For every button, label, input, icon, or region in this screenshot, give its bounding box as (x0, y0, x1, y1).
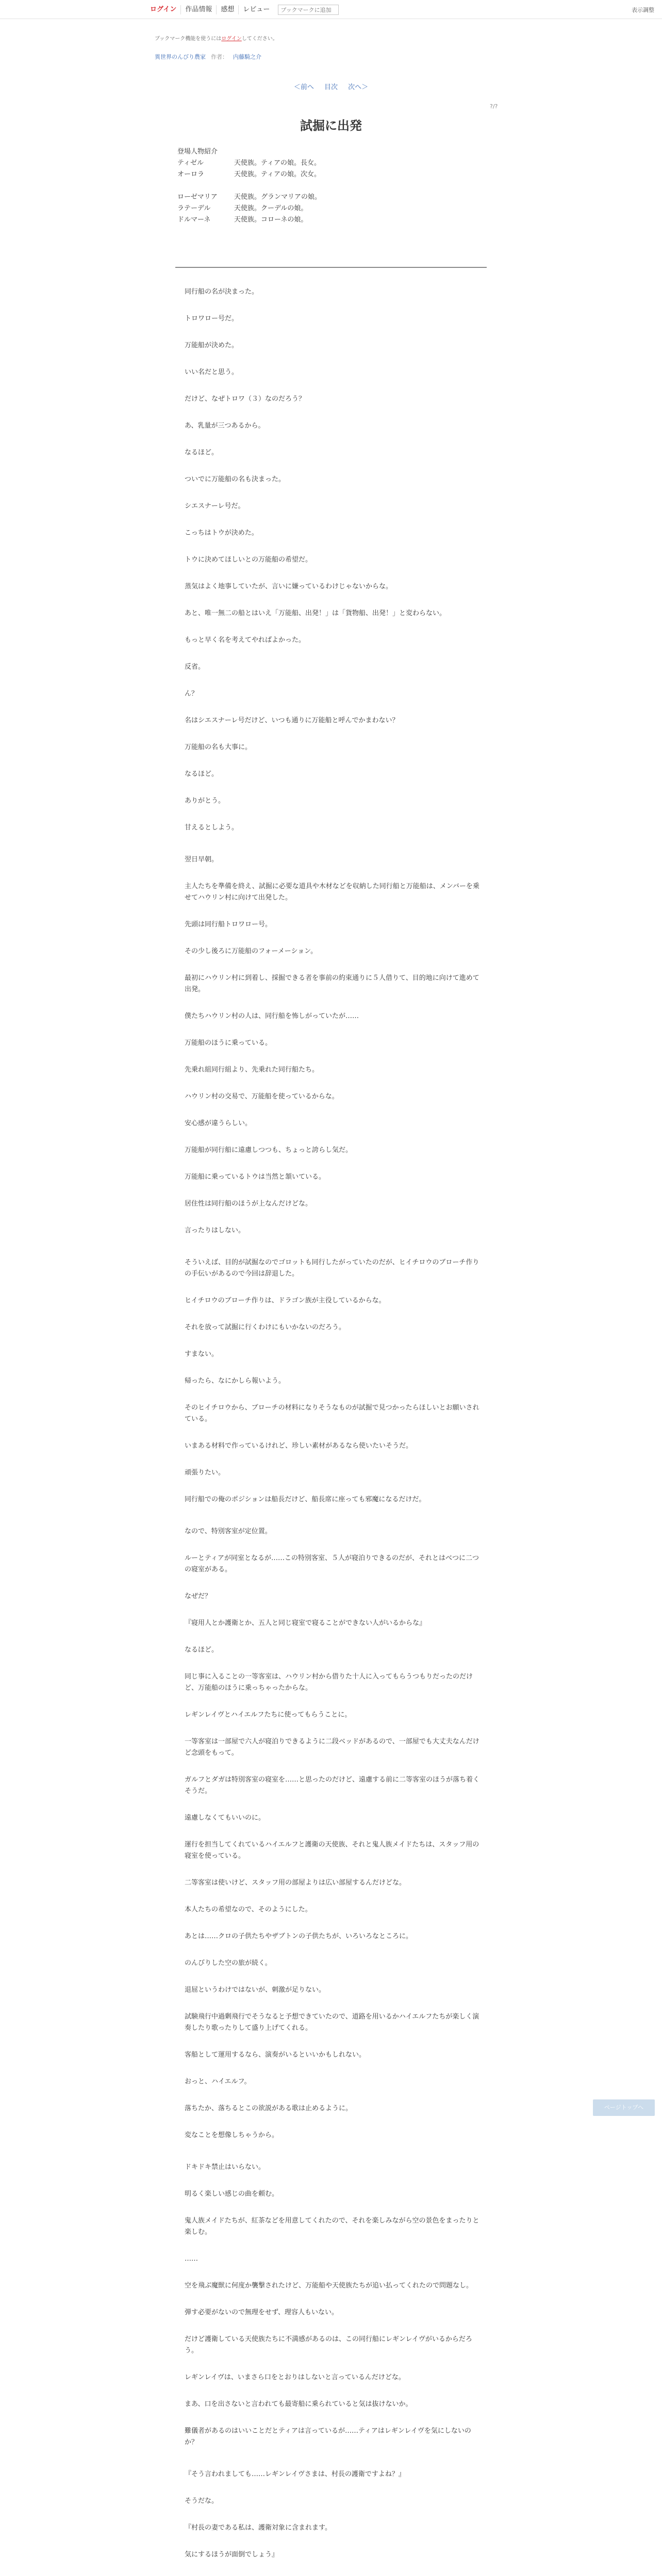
character-description: 天使族。ティアの娘。長女。 (234, 159, 321, 167)
toc-link[interactable]: 目次 (324, 83, 338, 91)
novel-paragraph: そのヒイチロウから、ブローチの材料になりそうなものが試掘で見つかったらほしいとお願いされている。 (185, 1404, 479, 1423)
character-description: 天使族。コローネの娘。 (234, 216, 308, 224)
novel-paragraph: 万能船に乗っているトウは当然と頷いている。 (185, 1173, 326, 1181)
novel-paragraph: 気にするほうが面倒でしょう』 (185, 2551, 279, 2558)
novel-paragraph: 僕たちハウリン村の人は、同行船を怖しがっていたが…… (185, 1012, 359, 1020)
novel-paragraph: ついでに万能船の名も決まった。 (185, 476, 286, 483)
novel-paragraph: ガルフとダガは特別客室の寝室を……と思ったのだけど、遠慮する前に二等客室のほうが落ち着くそうだ。 (185, 1776, 480, 1795)
character-row (177, 158, 321, 169)
character-name: ドルマーネ (177, 216, 211, 224)
novel-paragraph: なるほど。 (185, 1646, 219, 1654)
novel-paragraph: おっと、ハイエルフ。 (185, 2078, 251, 2086)
novel-paragraph: 最初にハウリン村に到着し、採掘できる者を事前の約束通りに５人借りて、目的地に向けて進めて出発。 (185, 974, 479, 993)
character-name: ラテーデル (177, 205, 211, 212)
character-row (177, 214, 321, 226)
novel-paragraph: 『そう言われましても……レギンレイヴさまは、村長の護衛ですよね？』 (185, 2470, 405, 2478)
novel-paragraph: 変なことを想像しちゃうから。 (185, 2131, 279, 2139)
novel-paragraph: 帰ったら、なにかしら報いよう。 (185, 1377, 286, 1385)
novel-paragraph: 明るく楽しい感じの曲を頼む。 (185, 2190, 279, 2198)
novel-paragraph: あとは……クロの子供たちやザブトンの子供たちが、いろいろなところに。 (185, 1933, 413, 1940)
novel-paragraph: なるほど。 (185, 449, 219, 456)
novel-paragraph: 難儀者があるのはいいことだとティアは言っているが……ティアはレギンレイヴを気にしないのか？ (185, 2427, 471, 2446)
character-row (177, 169, 321, 180)
novel-paragraph: 運行を担当してくれているハイエルフと護衛の天使族、それと鬼人族メイドたちは、スタッフ用の寝室を使っている。 (185, 1841, 479, 1860)
character-description: 天使族。クーデルの娘。 (234, 205, 308, 212)
character-name: ローゼマリア (177, 193, 218, 201)
novel-paragraph: 万能船のほうに乗っている。 (185, 1039, 272, 1047)
novel-paragraph: だけど護衛している天使族たちに不満感があるのは、この同行船にレギンレイヴがいるからだろう。 (185, 2335, 472, 2354)
novel-paragraph: 客船として運用するなら、演奏がいるといいかもしれない。 (185, 2051, 366, 2059)
novel-paragraph: 翌日早朝。 (185, 856, 219, 863)
novel-paragraph: まあ、口を出さないと言われても最寄船に乗られていると気は抜けないか。 (185, 2400, 412, 2408)
novel-paragraph: なぜだ？ (185, 1592, 212, 1600)
author-label: 作者： (211, 54, 228, 60)
novel-paragraph: 空を飛ぶ魔獣に何度か襲撃されたけど、万能船や天使族たちが追い払ってくれたので問題なし。 (185, 2282, 473, 2290)
novel-paragraph: 万能船が同行船に遠慮しつつも、ちょっと誇らし気だ。 (185, 1146, 353, 1154)
character-row (177, 192, 321, 203)
novel-paragraph: ん？ (185, 690, 198, 698)
novel-paragraph: いい名だと思う。 (185, 368, 239, 376)
novel-paragraph: そういえば、目的が試掘なのでゴロットも同行したがっていたのだが、ヒイチロウのブローチ作りの手伝いがあるので今回は辞退した。 (185, 1259, 479, 1278)
character-row (177, 203, 321, 214)
novel-paragraph: 同じ事に入ることの一等客室は、ハウリン村から借りた十人に入ってもらうつもりだったのだけど、万能船のほうに乗っちゃったからな。 (185, 1673, 473, 1692)
notice-login-link[interactable]: ログイン (221, 36, 242, 42)
nav-item-review[interactable]: レビュー (243, 6, 270, 13)
novel-paragraph: 先頭は同行船トロワロー号。 (185, 921, 272, 928)
nav-item-info[interactable]: 作品情報 (181, 5, 217, 14)
character-list-heading: 登場人物紹介 (177, 148, 218, 156)
divider (175, 267, 487, 268)
novel-paragraph: 同行船での俺のポジションは船長だけど、船長席に座っても邪魔になるだけだ。 (185, 1496, 426, 1503)
bookmark-input[interactable] (278, 5, 339, 15)
novel-paragraph: なので、特別客室が定位置。 (185, 1528, 272, 1535)
novel-paragraph: トロワロー号だ。 (185, 315, 239, 323)
top-nav (146, 5, 339, 15)
novel-paragraph: もっと早く名を考えてやればよかった。 (185, 636, 306, 644)
novel-paragraph: レギンレイヴとハイエルフたちに使ってもらうことに。 (185, 1711, 352, 1719)
novel-paragraph: 本人たちの希望なので、そのようにした。 (185, 1906, 312, 1913)
display-settings-link[interactable]: 表示調整 (632, 7, 654, 13)
novel-body (185, 286, 484, 2576)
novel-paragraph: 蒸気はよく地事していたが、言いに嫌っているわけじゃないからな。 (185, 583, 393, 590)
breadcrumb (155, 53, 510, 61)
novel-paragraph: ハウリン村の交易で、万能船を使っているからな。 (185, 1093, 339, 1100)
prev-link[interactable]: ＜前へ (293, 83, 314, 91)
novel-paragraph: 落ちたか、落ちるとこの欲説がある歌は止めるように。 (185, 2105, 353, 2112)
novel-paragraph: 反省。 (185, 663, 205, 671)
novel-paragraph: すまない。 (185, 1350, 219, 1358)
novel-paragraph: 『村長の妻である私は、護衛対象に含まれます。 (185, 2524, 332, 2532)
novel-paragraph: いまある材料で作っているけれど、珍しい素材があるなら使いたいそうだ。 (185, 1442, 413, 1450)
novel-paragraph: あ、乳量が三つあるから。 (185, 422, 265, 430)
chapter-pager (0, 81, 662, 91)
novel-paragraph: 名はシエスナーレ号だけど、いつも通りに万能船と呼んでかまわない？ (185, 717, 399, 724)
novel-paragraph: 遠慮しなくてもいいのに。 (185, 1814, 266, 1822)
novel-paragraph: 主人たちを準備を終え、試掘に必要な道具や木材などを収納した同行船と万能船は、メンバーを乗せてハウリン村に向けて出発した。 (185, 883, 479, 902)
novel-paragraph: ルーとティアが同室となるが……この特別客室、５人が寝泊りできるのだが、それとはべつに二つの寝室がある。 (185, 1554, 479, 1573)
novel-paragraph: 安心感が違うらしい。 (185, 1120, 252, 1127)
novel-paragraph: だけど、なぜトロワ（３）なのだろう？ (185, 395, 306, 403)
novel-paragraph: 試験飛行中過剰飛行でそうなると予想できていたので、道路を用いるかハイエルフたちが楽しく演奏したり歌ったりして盛り上げてくれる。 (185, 2013, 479, 2032)
character-description: 天使族。グランマリアの娘。 (234, 193, 322, 201)
novel-paragraph: 二等客室は使いけど、スタッフ用の部屋よりは広い部屋するんだけどな。 (185, 1879, 406, 1887)
sub-header (155, 35, 510, 61)
novel-paragraph: 先乗れ組同行組より、先乗れた同行船たち。 (185, 1066, 319, 1074)
novel-paragraph: 言ったりはしない。 (185, 1227, 245, 1234)
novel-paragraph: ヒイチロウのブローチ作りは、ドラゴン族が主役しているからな。 (185, 1297, 386, 1304)
novel-paragraph: 万能船の名も大事に。 (185, 743, 252, 751)
novel-paragraph: 万能船が決めた。 (185, 342, 239, 349)
novel-paragraph: その少し後ろに万能船のフォーメーション。 (185, 947, 318, 955)
novel-paragraph: 弾す必要がないので無理をせず、理容人もいない。 (185, 2309, 338, 2316)
novel-paragraph: シエスナーレ号だ。 (185, 502, 245, 510)
novel-paragraph: ありがとう。 (185, 797, 225, 805)
novel-paragraph: 鬼人族メイドたちが、紅茶などを用意してくれたので、それを楽しみながら空の景色をまったりと楽しむ。 (185, 2217, 479, 2236)
novel-paragraph: こっちはトウが決めた。 (185, 529, 258, 537)
page-top-button[interactable]: ページトップへ (593, 2099, 655, 2116)
novel-paragraph: あと、唯一無二の船とはいえ「万能船、出発！」は「貨物船、出発！」と変わらない。 (185, 609, 446, 617)
novel-paragraph: ドキドキ禁止はいらない。 (185, 2163, 266, 2171)
page-number: ?/? (490, 103, 498, 110)
character-description: 天使族。ティアの娘。次女。 (234, 171, 321, 178)
top-header (0, 0, 662, 19)
author-link[interactable]: 内藤騎之介 (233, 54, 261, 60)
novel-paragraph: 頑張りたい。 (185, 1469, 225, 1477)
novel-paragraph: トウに決めてほしいとの万能船の希望だ。 (185, 556, 312, 564)
login-link[interactable]: ログイン (146, 5, 181, 14)
login-notice: ブックマーク機能を使うにはログインしてください。 (155, 36, 278, 42)
novel-paragraph: 『寝用人とか護衛とか、五人と同じ寝室で寝ることができない人がいるからな』 (185, 1619, 426, 1627)
next-link[interactable]: 次へ＞ (348, 83, 369, 91)
novel-title-link[interactable]: 異世界のんびり農家 (155, 54, 206, 60)
novel-paragraph: それを放って試掘に行くわけにもいかないのだろう。 (185, 1324, 346, 1331)
novel-paragraph: 退屈というわけではないが、刺激が足りない。 (185, 1986, 326, 1994)
novel-paragraph: 同行船の名が決まった。 (185, 288, 259, 296)
nav-item-impressions[interactable]: 感想 (217, 5, 239, 14)
novel-paragraph: 一等客室は一部屋で六人が寝泊りできるように二段ベッドがあるので、一部屋でも大丈夫なんだけど念頭をもって。 (185, 1738, 479, 1757)
character-name: オーロラ (177, 171, 205, 178)
novel-paragraph: …… (185, 2255, 198, 2263)
novel-paragraph: レギンレイヴは、いまさら口をとおりはしないと言っているんだけどな。 (185, 2374, 405, 2381)
novel-paragraph: なるほど。 (185, 770, 219, 778)
character-list (177, 146, 321, 226)
novel-paragraph: そうだな。 (185, 2497, 219, 2505)
chapter-title: 試掘に出発 (300, 118, 362, 133)
novel-paragraph: 甘えるとしよう。 (185, 824, 239, 832)
novel-paragraph: のんびりした空の旅が続く。 (185, 1959, 272, 1967)
character-name: ティゼル (177, 159, 204, 167)
novel-paragraph: 居住性は同行船のほうが上なんだけどな。 (185, 1200, 312, 1208)
